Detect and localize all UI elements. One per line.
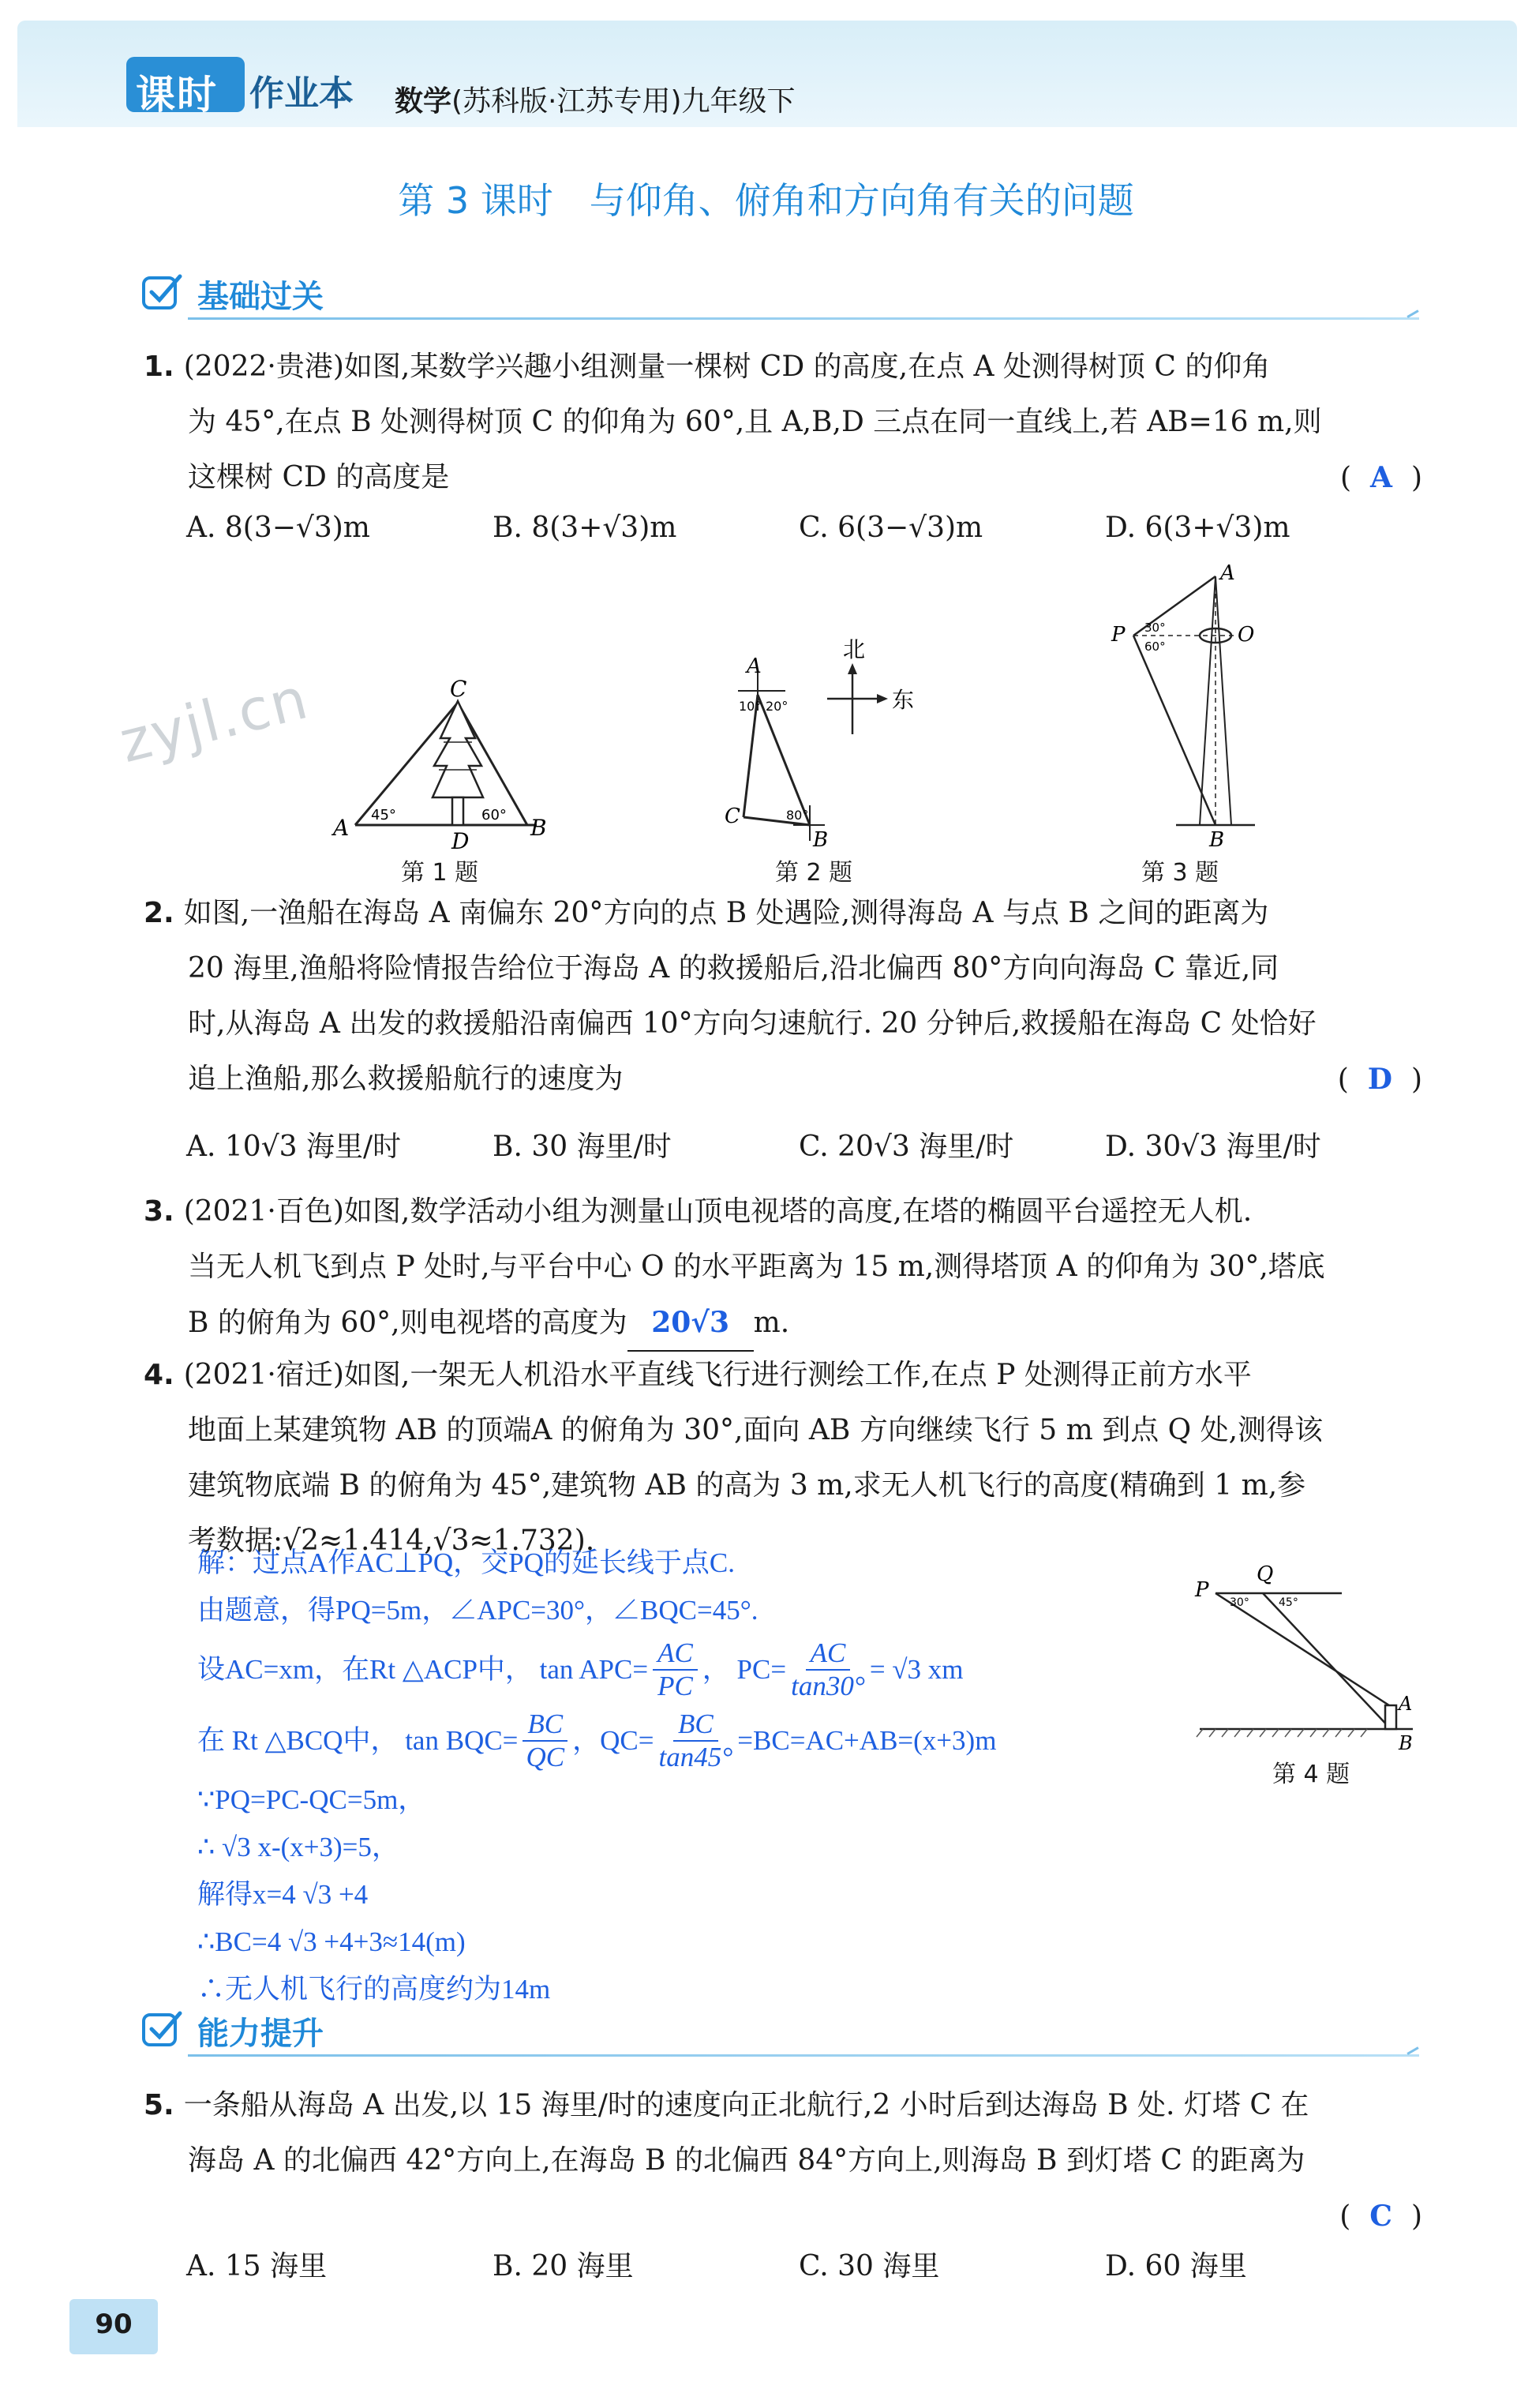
numerator: AC — [806, 1637, 851, 1671]
angle-30: 30° — [1230, 1596, 1249, 1609]
solution-text: =BC=AC+AB=(x+3)m — [737, 1725, 997, 1756]
question-line: 如图,一渔船在海岛 A 南偏东 20°方向的点 B 处遇险,测得海岛 A 与点 B 之间的距离为 — [183, 897, 1269, 929]
label-A: A — [333, 815, 350, 841]
solution-text: 设AC=xm，在Rt △ACP中， tan APC= — [197, 1654, 649, 1685]
answer-blank: 20√3 — [627, 1295, 754, 1352]
solution-line: ∴BC=4 √3 +4+3≈14(m) — [197, 1926, 466, 1957]
answer: A — [1370, 461, 1392, 494]
question-line: (2021·宿迁)如图,一架无人机沿水平直线飞行进行测绘工作,在点 P 处测得正前方水平 — [183, 1359, 1252, 1391]
question-5 — [144, 2078, 1422, 2244]
section-label: 基础过关 — [197, 279, 324, 315]
question-line: 为 45°,在点 B 处测得树顶 C 的仰角为 60°,且 A,B,D 三点在同一直线上,若 AB=16 m,则 — [188, 406, 1322, 438]
option-d: D. 6(3+√3)m — [1105, 512, 1290, 544]
question-line: B 的俯角为 60°,则电视塔的高度为 — [188, 1307, 627, 1339]
solution-line: 由题意，得PQ=5m，∠APC=30°，∠BQC=45°. — [197, 1595, 759, 1626]
label-B: B — [1209, 828, 1225, 852]
checkbox-icon — [140, 272, 185, 313]
question-number: 1. — [144, 351, 174, 383]
option-d: D. 30√3 海里/时 — [1105, 1131, 1321, 1163]
option-c: C. 30 海里 — [799, 2250, 940, 2282]
label-P: P — [1111, 623, 1126, 647]
label-B: B — [813, 828, 829, 852]
answer: C — [1369, 2200, 1392, 2233]
question-line: 地面上某建筑物 AB 的顶端A 的俯角为 30°,面向 AB 方向继续飞行 5 m 到点 Q 处,测得该 — [188, 1414, 1324, 1446]
label-C: C — [450, 679, 467, 702]
page-number-badge — [69, 2299, 158, 2354]
edition: (苏科版·江苏专用)九年级下 — [451, 85, 796, 118]
question-1 — [144, 339, 1422, 505]
label-D: D — [451, 828, 470, 853]
question-number: 5. — [144, 2089, 174, 2121]
page-number: 90 — [95, 2309, 133, 2340]
figure-3-caption: 第 3 题 — [1141, 859, 1219, 887]
numerator: AC — [653, 1637, 698, 1671]
denominator: PC — [657, 1671, 693, 1701]
solution-text: ， PC= — [702, 1654, 787, 1685]
option-a: A. 8(3−√3)m — [186, 512, 370, 544]
book-subtitle — [395, 79, 796, 119]
question-3 — [144, 1184, 1422, 1352]
solution-line: ∴无人机飞行的高度约为14m — [197, 1974, 551, 2005]
option-c: C. 20√3 海里/时 — [799, 1131, 1014, 1163]
solution-block — [197, 1540, 1184, 2013]
question-line: 这棵树 CD 的高度是 — [188, 461, 450, 493]
angle-45: 45° — [371, 807, 396, 823]
solution-line — [197, 1705, 1184, 1776]
checkbox-icon — [140, 2009, 185, 2050]
watermark: zyjl.cn — [113, 664, 316, 776]
section-basic — [140, 268, 1419, 324]
option-d: D. 60 海里 — [1105, 2250, 1247, 2282]
answer-bracket: ( A ) — [1339, 461, 1422, 494]
fraction — [653, 1637, 698, 1702]
solution-text: ，QC= — [572, 1725, 654, 1756]
label-O: O — [1238, 623, 1255, 647]
figure-4-caption: 第 4 题 — [1272, 1761, 1350, 1788]
denominator: tan30° — [791, 1671, 865, 1701]
angle-80: 80° — [786, 808, 809, 823]
logo-text: 课时 — [136, 72, 218, 118]
lesson-title: 第 3 课时 与仰角、俯角和方向角有关的问题 — [398, 179, 1134, 222]
section-label: 能力提升 — [197, 2016, 324, 2052]
option-b: B. 30 海里/时 — [493, 1131, 672, 1163]
section-rule — [188, 2054, 1419, 2057]
solution-text: = √3 xm — [869, 1654, 964, 1685]
option-a: A. 10√3 海里/时 — [186, 1131, 402, 1163]
answer-bracket: ( C ) — [1339, 2200, 1422, 2233]
question-line: 建筑物底端 B 的俯角为 45°,建筑物 AB 的高为 3 m,求无人机飞行的高度(精确到 1 m,参 — [188, 1469, 1306, 1502]
label-A: A — [1220, 561, 1235, 585]
question-line: (2022·贵港)如图,某数学兴趣小组测量一棵树 CD 的高度,在点 A 处测得树顶 C 的仰角 — [183, 351, 1271, 383]
label-A: A — [747, 655, 762, 678]
answer: D — [1367, 1063, 1392, 1096]
figure-4 — [1184, 1555, 1421, 1753]
option-a: A. 15 海里 — [186, 2250, 328, 2282]
fraction — [659, 1708, 733, 1773]
label-B: B — [1399, 1732, 1413, 1753]
solution-text: 在 Rt △BCQ中， tan BQC= — [197, 1725, 519, 1756]
label-C: C — [725, 805, 740, 828]
east-label: 东 — [892, 687, 915, 713]
solution-line: ∵PQ=PC-QC=5m， — [197, 1784, 426, 1815]
solution-line — [197, 1634, 1184, 1705]
angle-20: 20° — [766, 699, 788, 714]
question-line: 20 海里,渔船将险情报告给位于海岛 A 的救援船后,沿北偏西 80°方向向海岛 C 靠近,同 — [188, 952, 1279, 985]
solution-line: ∴ √3 x-(x+3)=5， — [197, 1832, 399, 1862]
angle-30: 30° — [1144, 621, 1166, 635]
figure-3 — [1081, 553, 1318, 853]
angle-45: 45° — [1279, 1596, 1298, 1609]
angle-10: 10° — [739, 699, 762, 714]
figure-1 — [324, 679, 560, 853]
angle-60: 60° — [481, 807, 507, 823]
question-line: 追上渔船,那么救援船航行的速度为 — [188, 1063, 624, 1095]
option-c: C. 6(3−√3)m — [799, 512, 983, 544]
figure-2 — [710, 616, 931, 853]
question-4 — [144, 1348, 1422, 1569]
denominator: QC — [526, 1742, 565, 1772]
question-line: 当无人机飞到点 P 处时,与平台中心 O 的水平距离为 15 m,测得塔顶 A 的仰角为 30°,塔底 — [188, 1251, 1325, 1283]
question-2 — [144, 886, 1422, 1107]
question-line: 一条船从海岛 A 出发,以 15 海里/时的速度向正北航行,2 小时后到达海岛 B 处. 灯塔 C 在 — [183, 2089, 1309, 2121]
fraction — [523, 1708, 567, 1773]
option-b: B. 20 海里 — [493, 2250, 634, 2282]
figure-1-caption: 第 1 题 — [401, 859, 479, 887]
section-advanced — [140, 2005, 1419, 2061]
solution-line: 解得x=4 √3 +4 — [197, 1879, 369, 1910]
question-line: m. — [753, 1307, 790, 1339]
angle-60: 60° — [1144, 640, 1166, 654]
logo-text-2: 作业本 — [249, 73, 354, 114]
option-b: B. 8(3+√3)m — [493, 512, 677, 544]
question-line: 考数据:√2≈1.414,√3≈1.732). — [188, 1525, 595, 1557]
label-B: B — [530, 815, 547, 841]
question-line: (2021·百色)如图,数学活动小组为测量山顶电视塔的高度,在塔的椭圆平台遥控无人机. — [183, 1195, 1253, 1228]
label-P: P — [1195, 1578, 1209, 1602]
answer-bracket: ( D ) — [1337, 1063, 1422, 1096]
section-rule — [188, 317, 1419, 320]
north-label: 北 — [843, 636, 866, 662]
denominator: tan45° — [658, 1742, 733, 1772]
question-line: 海岛 A 的北偏西 42°方向上,在海岛 B 的北偏西 84°方向上,则海岛 B 到灯塔 C 的距离为 — [188, 2144, 1305, 2177]
numerator: BC — [673, 1708, 718, 1742]
numerator: BC — [523, 1708, 567, 1742]
label-A: A — [1399, 1693, 1413, 1715]
question-number: 2. — [144, 897, 174, 929]
question-number: 3. — [144, 1195, 174, 1228]
figure-2-caption: 第 2 题 — [775, 859, 853, 887]
question-line: 时,从海岛 A 出发的救援船沿南偏西 10°方向匀速航行. 20 分钟后,救援船在海岛 C 处恰好 — [188, 1007, 1317, 1040]
subject: 数学 — [395, 85, 452, 118]
question-number: 4. — [144, 1359, 174, 1391]
solution-line: 解：过点A作AC⊥PQ，交PQ的延长线于点C. — [197, 1547, 735, 1578]
fraction — [791, 1637, 865, 1702]
label-Q: Q — [1257, 1562, 1274, 1586]
